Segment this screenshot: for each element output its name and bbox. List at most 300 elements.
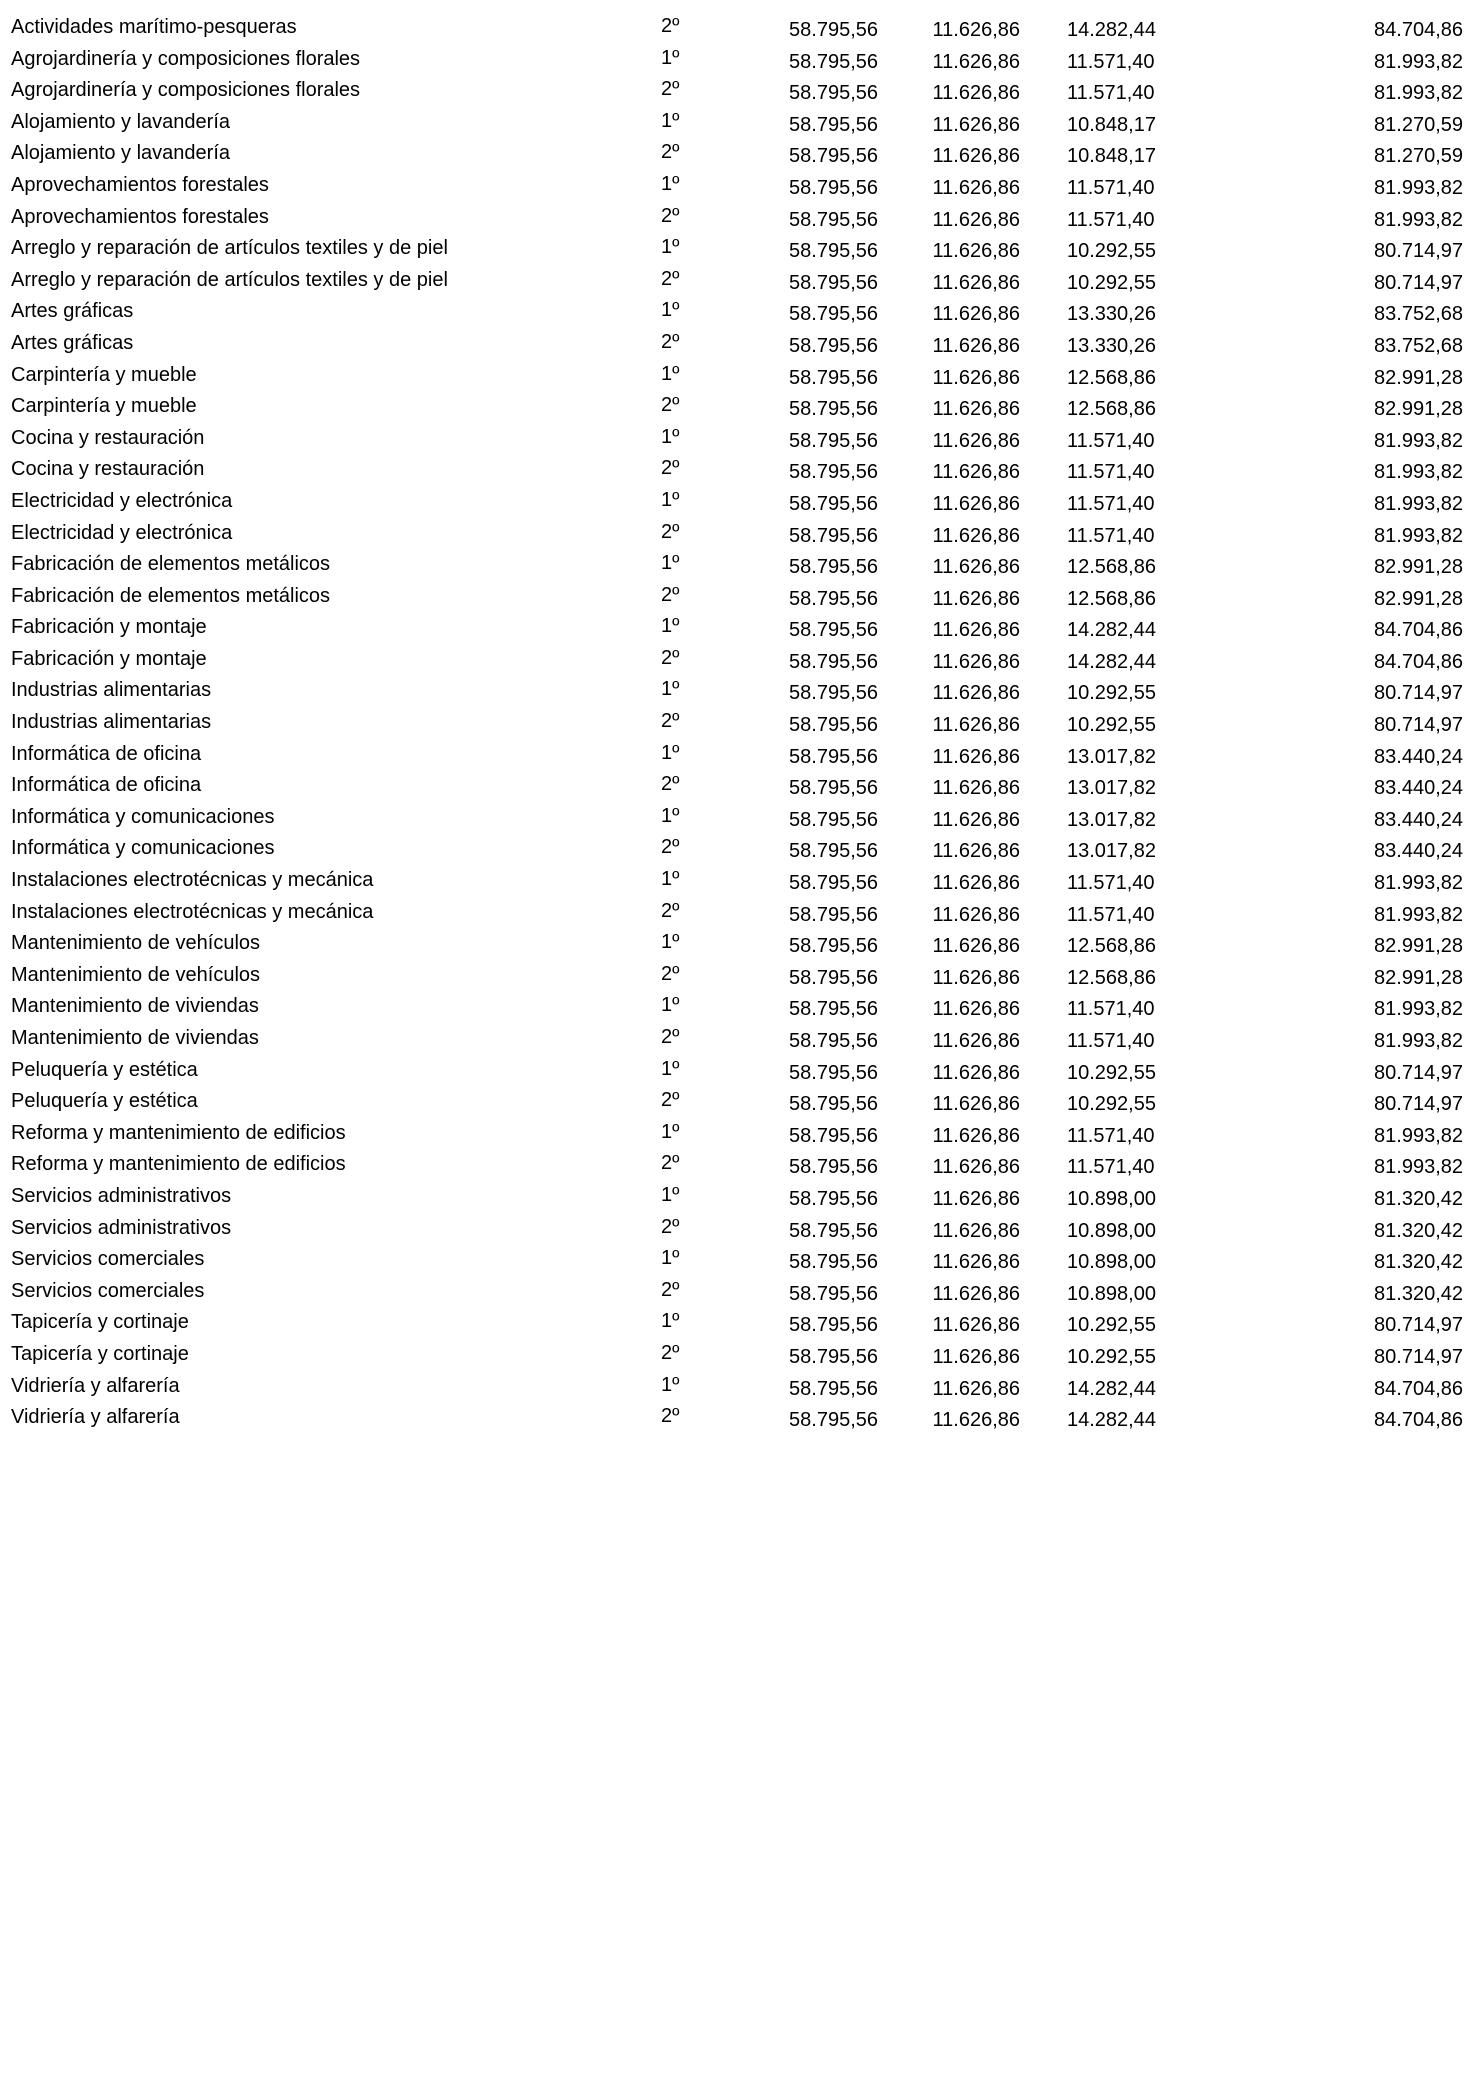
course-cell: 2º [661,962,680,985]
amount-2-cell: 11.626,86 [932,19,1020,41]
amount-1-cell: 58.795,56 [789,1030,878,1052]
module-name-cell: Vidriería y alfarería [11,1374,180,1397]
module-name-cell: Industrias alimentarias [11,679,212,702]
amount-3-cell: 14.282,44 [1067,19,1156,41]
course-cell: 2º [661,1278,680,1301]
course-cell: 1º [661,299,680,322]
amount-2-cell: 11.626,86 [932,492,1020,515]
total-amount-cell: 83.440,24 [1374,777,1463,800]
amount-1-cell: 58.795,56 [789,303,878,326]
amount-3-cell: 11.571,40 [1067,492,1155,515]
amount-2-cell: 11.626,86 [932,777,1020,800]
course-cell: 2º [661,1405,680,1428]
module-name-cell: Agrojardinería y composiciones florales [11,79,361,102]
total-amount-cell: 81.993,82 [1374,903,1463,926]
total-amount-cell: 81.320,42 [1374,1219,1463,1242]
module-name-cell: Mantenimiento de vehículos [11,963,261,986]
course-cell: 2º [661,267,680,290]
module-name-cell: Fabricación y montaje [11,647,207,670]
amount-1-cell: 58.795,56 [789,682,878,705]
course-cell: 2º [661,583,680,606]
amount-1-cell: 58.795,56 [789,334,878,357]
module-name-cell: Carpintería y mueble [11,395,197,418]
total-amount-cell: 82.991,28 [1374,398,1463,421]
course-cell: 2º [661,204,680,227]
course-cell: 2º [661,394,680,417]
total-amount-cell: 81.993,82 [1374,1124,1463,1147]
total-amount-cell: 84.704,86 [1374,1377,1463,1400]
table-row [0,551,1476,583]
module-name-cell: Tapicería y cortinaje [11,1342,189,1365]
table-row [0,709,1476,741]
amount-1-cell: 58.795,56 [789,1187,878,1210]
course-cell: 2º [661,1341,680,1364]
amount-2-cell: 11.626,86 [932,113,1020,136]
amount-1-cell: 58.795,56 [789,240,878,263]
table-row [0,393,1476,425]
amount-1-cell: 58.795,56 [789,935,878,958]
amount-1-cell: 58.795,56 [789,1093,878,1116]
table-row [0,1341,1476,1373]
course-cell: 2º [661,141,680,164]
course-cell: 2º [661,646,680,669]
amount-1-cell: 58.795,56 [789,619,878,642]
table-row [0,899,1476,931]
total-amount-cell: 83.752,68 [1374,334,1463,357]
course-cell: 1º [661,109,680,132]
amount-1-cell: 58.795,56 [789,1282,878,1305]
total-amount-cell: 80.714,97 [1374,271,1463,294]
table-row [0,14,1476,46]
amount-1-cell: 58.795,56 [789,966,878,989]
module-name-cell: Fabricación de elementos metálicos [11,553,331,576]
amount-3-cell: 13.017,82 [1067,745,1156,768]
amount-3-cell: 13.017,82 [1067,840,1156,863]
table-row [0,1373,1476,1405]
module-name-cell: Informática y comunicaciones [11,805,275,828]
total-amount-cell: 81.993,82 [1374,1030,1463,1052]
course-cell: 1º [661,488,680,511]
module-name-cell: Servicios administrativos [11,1216,232,1239]
amount-2-cell: 11.626,86 [932,1030,1020,1052]
module-name-cell: Informática de oficina [11,774,202,797]
module-name-cell: Peluquería y estética [11,1058,198,1081]
course-cell: 1º [661,236,680,259]
module-name-cell: Artes gráficas [11,331,134,354]
course-cell: 2º [661,457,680,480]
amount-1-cell: 58.795,56 [789,524,878,547]
table-row [0,330,1476,362]
module-name-cell: Arreglo y reparación de artículos textiles y de piel [11,237,448,260]
course-cell: 1º [661,868,680,891]
amount-3-cell: 10.848,17 [1067,145,1156,168]
amount-1-cell: 58.795,56 [789,271,878,294]
amount-1-cell: 58.795,56 [789,492,878,515]
total-amount-cell: 80.714,97 [1374,1061,1463,1084]
amount-2-cell: 11.626,86 [932,714,1020,737]
course-cell: 1º [661,552,680,575]
total-amount-cell: 81.993,82 [1374,176,1463,199]
table-row [0,1120,1476,1152]
amount-2-cell: 11.626,86 [932,366,1020,389]
course-cell: 1º [661,804,680,827]
table-row [0,1025,1476,1057]
course-cell: 2º [661,520,680,543]
module-name-cell: Reforma y mantenimiento de edificios [11,1121,346,1144]
amount-1-cell: 58.795,56 [789,745,878,768]
amount-2-cell: 11.626,86 [932,208,1020,231]
total-amount-cell: 81.993,82 [1374,524,1463,547]
table-row [0,1215,1476,1247]
amount-3-cell: 12.568,86 [1067,966,1156,989]
total-amount-cell: 81.320,42 [1374,1251,1463,1274]
module-name-cell: Arreglo y reparación de artículos textiles y de piel [11,268,448,291]
amount-2-cell: 11.626,86 [932,1282,1020,1305]
module-name-cell: Servicios administrativos [11,1184,232,1207]
total-amount-cell: 81.993,82 [1374,461,1463,484]
amount-2-cell: 11.626,86 [932,998,1020,1021]
table-row [0,1151,1476,1183]
amount-2-cell: 11.626,86 [932,1314,1020,1337]
course-cell: 2º [661,15,680,37]
total-amount-cell: 82.991,28 [1374,935,1463,958]
course-cell: 2º [661,1089,680,1112]
amount-1-cell: 58.795,56 [789,587,878,610]
total-amount-cell: 81.993,82 [1374,872,1463,895]
amount-1-cell: 58.795,56 [789,1061,878,1084]
amount-3-cell: 13.017,82 [1067,808,1156,831]
amount-2-cell: 11.626,86 [932,1377,1020,1400]
table-row [0,362,1476,394]
amount-1-cell: 58.795,56 [789,903,878,926]
total-amount-cell: 84.704,86 [1374,650,1463,673]
table-row [0,109,1476,141]
course-cell: 1º [661,1120,680,1143]
amount-3-cell: 11.571,40 [1067,50,1155,73]
total-amount-cell: 81.320,42 [1374,1282,1463,1305]
amount-1-cell: 58.795,56 [789,714,878,737]
table-row [0,772,1476,804]
table-row [0,46,1476,78]
table-row [0,583,1476,615]
amount-2-cell: 11.626,86 [932,1409,1020,1432]
table-row [0,298,1476,330]
module-name-cell: Cocina y restauración [11,458,205,481]
table-row [0,77,1476,109]
amount-2-cell: 11.626,86 [932,556,1020,579]
amount-3-cell: 10.292,55 [1067,240,1156,263]
module-name-cell: Mantenimiento de viviendas [11,1027,259,1049]
table-row [0,1278,1476,1310]
amount-2-cell: 11.626,86 [932,935,1020,958]
total-amount-cell: 81.270,59 [1374,113,1463,136]
amount-2-cell: 11.626,86 [932,82,1020,105]
module-name-cell: Alojamiento y lavandería [11,110,231,133]
module-name-cell: Informática de oficina [11,742,202,765]
total-amount-cell: 83.440,24 [1374,745,1463,768]
amount-1-cell: 58.795,56 [789,145,878,168]
total-amount-cell: 80.714,97 [1374,1314,1463,1337]
module-name-cell: Fabricación de elementos metálicos [11,584,331,607]
total-amount-cell: 80.714,97 [1374,682,1463,705]
course-cell: 1º [661,741,680,764]
total-amount-cell: 80.714,97 [1374,1345,1463,1368]
module-name-cell: Alojamiento y lavandería [11,142,231,165]
amount-3-cell: 10.292,55 [1067,682,1156,705]
total-amount-cell: 84.704,86 [1374,619,1463,642]
amount-3-cell: 10.898,00 [1067,1187,1156,1210]
module-name-cell: Fabricación y montaje [11,616,207,639]
amount-3-cell: 11.571,40 [1067,429,1155,452]
amount-1-cell: 58.795,56 [789,777,878,800]
amount-2-cell: 11.626,86 [932,1187,1020,1210]
amount-2-cell: 11.626,86 [932,398,1020,421]
amount-3-cell: 12.568,86 [1067,935,1156,958]
total-amount-cell: 81.993,82 [1374,429,1463,452]
amount-3-cell: 11.571,40 [1067,461,1155,484]
table-row [0,930,1476,962]
amount-1-cell: 58.795,56 [789,113,878,136]
course-cell: 1º [661,1310,680,1333]
amount-2-cell: 11.626,86 [932,1156,1020,1179]
amount-2-cell: 11.626,86 [932,587,1020,610]
amount-3-cell: 11.571,40 [1067,1124,1155,1147]
amount-1-cell: 58.795,56 [789,1124,878,1147]
module-name-cell: Aprovechamientos forestales [11,173,269,196]
amount-3-cell: 12.568,86 [1067,556,1156,579]
module-name-cell: Aprovechamientos forestales [11,205,269,228]
total-amount-cell: 81.270,59 [1374,145,1463,168]
table-row [0,804,1476,836]
module-name-cell: Cocina y restauración [11,426,205,449]
amount-2-cell: 11.626,86 [932,872,1020,895]
amount-3-cell: 11.571,40 [1067,998,1155,1021]
total-amount-cell: 84.704,86 [1374,1409,1463,1432]
amount-2-cell: 11.626,86 [932,619,1020,642]
module-name-cell: Servicios comerciales [11,1248,205,1271]
module-name-cell: Artes gráficas [11,300,134,323]
total-amount-cell: 81.993,82 [1374,1156,1463,1179]
course-cell: 1º [661,1057,680,1080]
amount-2-cell: 11.626,86 [932,682,1020,705]
amount-2-cell: 11.626,86 [932,461,1020,484]
amount-2-cell: 11.626,86 [932,840,1020,863]
amount-3-cell: 10.898,00 [1067,1251,1156,1274]
amount-1-cell: 58.795,56 [789,872,878,895]
amount-1-cell: 58.795,56 [789,1156,878,1179]
amount-1-cell: 58.795,56 [789,208,878,231]
total-amount-cell: 81.993,82 [1374,492,1463,515]
amount-2-cell: 11.626,86 [932,145,1020,168]
amount-2-cell: 11.626,86 [932,808,1020,831]
amount-2-cell: 11.626,86 [932,903,1020,926]
module-name-cell: Peluquería y estética [11,1090,198,1113]
course-cell: 1º [661,362,680,385]
module-name-cell: Mantenimiento de vehículos [11,932,261,955]
course-cell: 1º [661,425,680,448]
amount-3-cell: 14.282,44 [1067,619,1156,642]
amount-2-cell: 11.626,86 [932,745,1020,768]
table-row [0,488,1476,520]
table-row [0,1057,1476,1089]
module-name-cell: Electricidad y electrónica [11,521,233,544]
table-row [0,520,1476,552]
course-cell: 1º [661,1373,680,1396]
total-amount-cell: 80.714,97 [1374,714,1463,737]
amount-2-cell: 11.626,86 [932,1251,1020,1274]
total-amount-cell: 82.991,28 [1374,556,1463,579]
total-amount-cell: 80.714,97 [1374,240,1463,263]
amount-3-cell: 13.330,26 [1067,303,1156,326]
course-cell: 1º [661,678,680,701]
table-row [0,614,1476,646]
amount-3-cell: 11.571,40 [1067,176,1155,199]
amount-2-cell: 11.626,86 [932,524,1020,547]
module-cost-table [0,14,1476,1436]
module-name-cell: Carpintería y mueble [11,363,197,386]
course-cell: 2º [661,78,680,101]
amount-3-cell: 11.571,40 [1067,1156,1155,1179]
amount-3-cell: 14.282,44 [1067,650,1156,673]
table-row [0,1183,1476,1215]
course-cell: 2º [661,1026,680,1048]
amount-1-cell: 58.795,56 [789,650,878,673]
amount-1-cell: 58.795,56 [789,429,878,452]
amount-1-cell: 58.795,56 [789,1409,878,1432]
amount-1-cell: 58.795,56 [789,50,878,73]
amount-2-cell: 11.626,86 [932,240,1020,263]
total-amount-cell: 81.320,42 [1374,1187,1463,1210]
table-row [0,677,1476,709]
amount-1-cell: 58.795,56 [789,366,878,389]
amount-1-cell: 58.795,56 [789,1251,878,1274]
amount-1-cell: 58.795,56 [789,82,878,105]
amount-1-cell: 58.795,56 [789,556,878,579]
course-cell: 1º [661,1247,680,1270]
amount-1-cell: 58.795,56 [789,998,878,1021]
course-cell: 1º [661,994,680,1017]
amount-2-cell: 11.626,86 [932,50,1020,73]
total-amount-cell: 82.991,28 [1374,366,1463,389]
total-amount-cell: 82.991,28 [1374,587,1463,610]
amount-3-cell: 12.568,86 [1067,587,1156,610]
amount-3-cell: 10.292,55 [1067,1345,1156,1368]
amount-2-cell: 11.626,86 [932,1345,1020,1368]
total-amount-cell: 81.993,82 [1374,82,1463,105]
course-cell: 1º [661,931,680,954]
module-name-cell: Vidriería y alfarería [11,1406,180,1429]
course-cell: 2º [661,1152,680,1175]
table-row [0,1404,1476,1436]
amount-2-cell: 11.626,86 [932,1093,1020,1116]
total-amount-cell: 83.440,24 [1374,808,1463,831]
amount-3-cell: 11.571,40 [1067,903,1155,926]
module-name-cell: Reforma y mantenimiento de edificios [11,1153,346,1176]
table-row [0,962,1476,994]
table-row [0,235,1476,267]
total-amount-cell: 83.752,68 [1374,303,1463,326]
amount-1-cell: 58.795,56 [789,398,878,421]
module-name-cell: Mantenimiento de viviendas [11,995,259,1018]
module-name-cell: Servicios comerciales [11,1279,205,1302]
amount-2-cell: 11.626,86 [932,303,1020,326]
course-cell: 2º [661,1215,680,1238]
amount-2-cell: 11.626,86 [932,334,1020,357]
amount-1-cell: 58.795,56 [789,1219,878,1242]
total-amount-cell: 81.993,82 [1374,208,1463,231]
table-row [0,741,1476,773]
course-cell: 2º [661,710,680,733]
module-name-cell: Agrojardinería y composiciones florales [11,47,361,70]
module-name-cell: Electricidad y electrónica [11,489,233,512]
course-cell: 2º [661,899,680,922]
total-amount-cell: 84.704,86 [1374,19,1463,41]
module-name-cell: Instalaciones electrotécnicas y mecánica [11,900,374,923]
course-cell: 1º [661,172,680,195]
amount-3-cell: 10.292,55 [1067,1061,1156,1084]
table-row [0,140,1476,172]
amount-1-cell: 58.795,56 [789,808,878,831]
amount-3-cell: 13.330,26 [1067,334,1156,357]
table-row [0,1309,1476,1341]
course-cell: 1º [661,615,680,638]
amount-1-cell: 58.795,56 [789,1314,878,1337]
amount-3-cell: 10.898,00 [1067,1219,1156,1242]
module-name-cell: Actividades marítimo-pesqueras [11,16,297,38]
table-row [0,1246,1476,1278]
table-row [0,172,1476,204]
module-name-cell: Informática y comunicaciones [11,837,275,860]
amount-1-cell: 58.795,56 [789,176,878,199]
course-cell: 2º [661,836,680,859]
module-name-cell: Instalaciones electrotécnicas y mecánica [11,869,374,892]
table-row [0,267,1476,299]
amount-3-cell: 10.292,55 [1067,271,1156,294]
table-row [0,835,1476,867]
amount-2-cell: 11.626,86 [932,1124,1020,1147]
total-amount-cell: 83.440,24 [1374,840,1463,863]
amount-1-cell: 58.795,56 [789,461,878,484]
amount-3-cell: 10.292,55 [1067,714,1156,737]
table-row [0,425,1476,457]
amount-3-cell: 12.568,86 [1067,398,1156,421]
amount-1-cell: 58.795,56 [789,1377,878,1400]
amount-3-cell: 14.282,44 [1067,1409,1156,1432]
module-name-cell: Industrias alimentarias [11,711,212,734]
table-row [0,646,1476,678]
amount-2-cell: 11.626,86 [932,1219,1020,1242]
amount-3-cell: 11.571,40 [1067,82,1155,105]
amount-3-cell: 13.017,82 [1067,777,1156,800]
amount-2-cell: 11.626,86 [932,650,1020,673]
table-row [0,993,1476,1025]
amount-2-cell: 11.626,86 [932,176,1020,199]
amount-3-cell: 10.292,55 [1067,1314,1156,1337]
table-row [0,456,1476,488]
amount-3-cell: 11.571,40 [1067,1030,1155,1052]
table-row [0,1088,1476,1120]
amount-3-cell: 10.848,17 [1067,113,1156,136]
course-cell: 1º [661,46,680,69]
amount-2-cell: 11.626,86 [932,429,1020,452]
table-row [0,867,1476,899]
course-cell: 1º [661,1183,680,1206]
amount-3-cell: 12.568,86 [1067,366,1156,389]
total-amount-cell: 80.714,97 [1374,1093,1463,1116]
amount-3-cell: 14.282,44 [1067,1377,1156,1400]
table-row [0,204,1476,236]
amount-3-cell: 10.292,55 [1067,1093,1156,1116]
